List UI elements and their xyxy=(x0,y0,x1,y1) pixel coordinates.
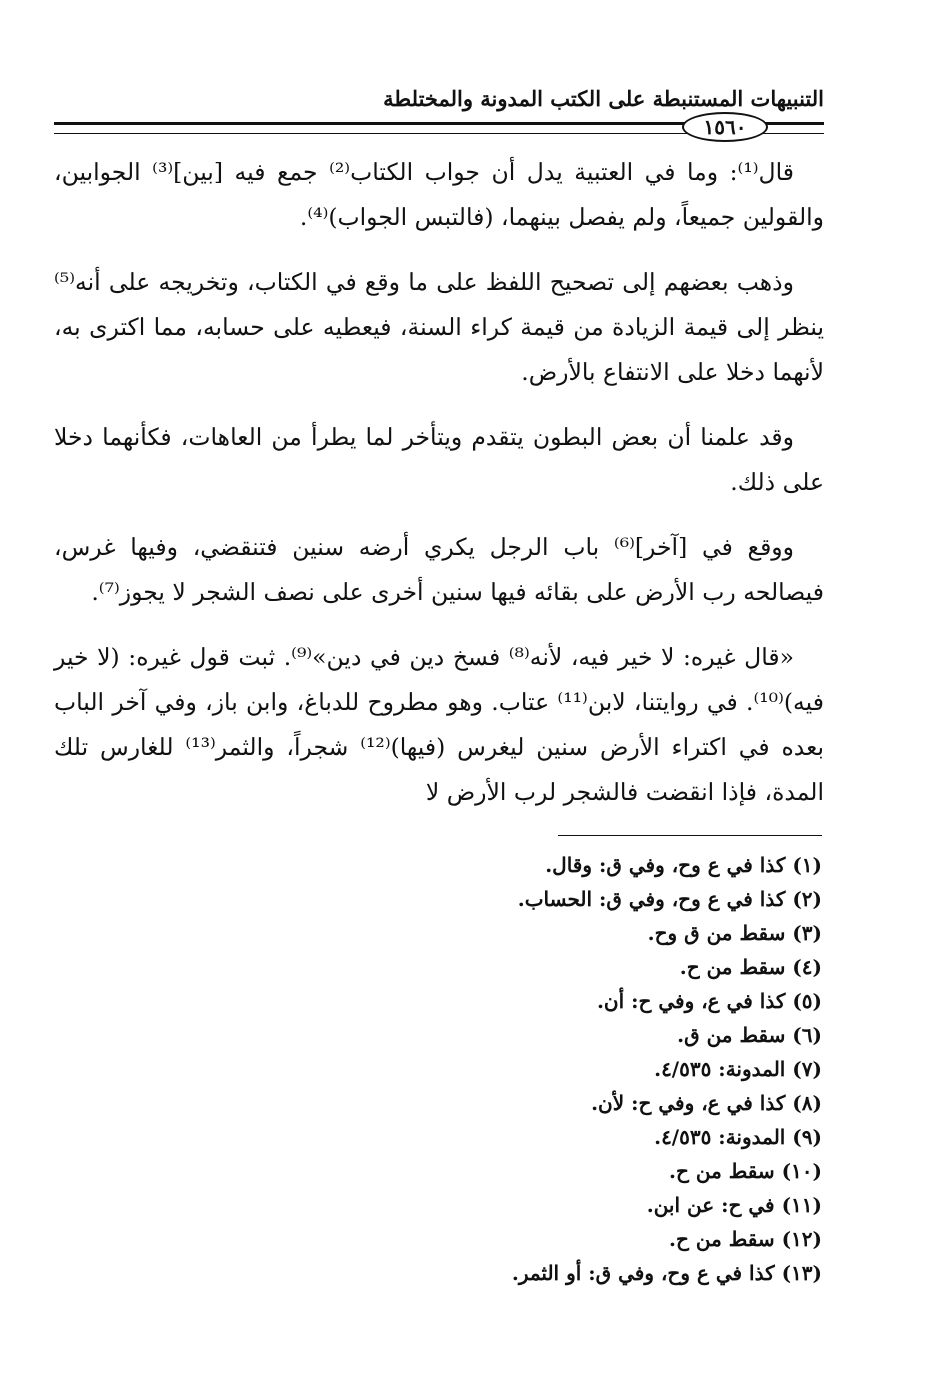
paragraph: وقد علمنا أن بعض البطون يتقدم ويتأخر لما يطرأ من العاهات، فكأنهما دخلا على ذلك. xyxy=(54,423,824,496)
footnote: (٢) كذا في ع وح، وفي ق: الحساب. xyxy=(517,887,822,911)
footnote: (٤) سقط من ح. xyxy=(679,955,822,979)
footnote: (٣) سقط من ق وح. xyxy=(647,921,822,945)
footnote: (١) كذا في ع وح، وفي ق: وقال. xyxy=(545,853,822,877)
footnote: (١٠) سقط من ح. xyxy=(669,1159,822,1183)
running-title: التنبيهات المستنبطة على الكتب المدونة والمختلطة xyxy=(383,86,824,111)
footnote: (٩) المدونة: ٤/٥٣٥. xyxy=(654,1125,822,1149)
footnote: (١٣) كذا في ع وح، وفي ق: أو الثمر. xyxy=(511,1261,822,1285)
paragraph: وذهب بعضهم إلى تصحيح اللفظ على ما وقع في الكتاب، وتخريجه على أنه⁽⁵⁾ ينظر إلى قيمة الزيادة من قيمة كراء السنة، فيعطيه على حسابه، مما اكترى به، لأنهما دخلا على الانتفاع بالأرض. xyxy=(54,268,824,386)
footnote: (٧) المدونة: ٤/٥٣٥. xyxy=(654,1057,822,1081)
paragraph: ووقع في [آخر]⁽⁶⁾ باب الرجل يكري أرضه سنين فتنقضي، وفيها غرس، فيصالحه رب الأرض على بقائه فيها سنين أخرى على نصف الشجر لا يجوز⁽⁷⁾. xyxy=(54,533,824,606)
footnote: (٥) كذا في ع، وفي ح: أن. xyxy=(596,989,822,1013)
paragraph: «قال غيره: لا خير فيه، لأنه⁽⁸⁾ فسخ دين في دين»⁽⁹⁾. ثبت قول غيره: (لا خير فيه)⁽¹⁰⁾. في روايتنا، لابن⁽¹¹⁾ عتاب. وهو مطروح للدباغ، وابن باز، وفي آخر الباب بعده في اكتراء الأرض سنين ليغرس (فيها)⁽¹²⁾ شجراً، والثمر⁽¹³⁾ للغارس تلك المدة، فإذا انقضت فالشجر لرب الأرض لا xyxy=(54,643,825,806)
paragraph: قال⁽¹⁾: وما في العتبية يدل أن جواب الكتاب⁽²⁾ جمع فيه [بين]⁽³⁾ الجوابين، والقولين جميعاً، ولم يفصل بينهما، (فالتبس الجواب)⁽⁴⁾. xyxy=(54,158,824,231)
main-text xyxy=(54,150,824,835)
footnote: (١٢) سقط من ح. xyxy=(669,1227,822,1251)
footnotes xyxy=(300,848,822,1290)
footnote: (٦) سقط من ق. xyxy=(677,1023,822,1047)
footnote: (١١) في ح: عن ابن. xyxy=(646,1193,822,1217)
page-number: ١٥٦٠ xyxy=(682,112,768,142)
footnote: (٨) كذا في ع، وفي ح: لأن. xyxy=(591,1091,822,1115)
footnote-separator xyxy=(558,835,822,836)
